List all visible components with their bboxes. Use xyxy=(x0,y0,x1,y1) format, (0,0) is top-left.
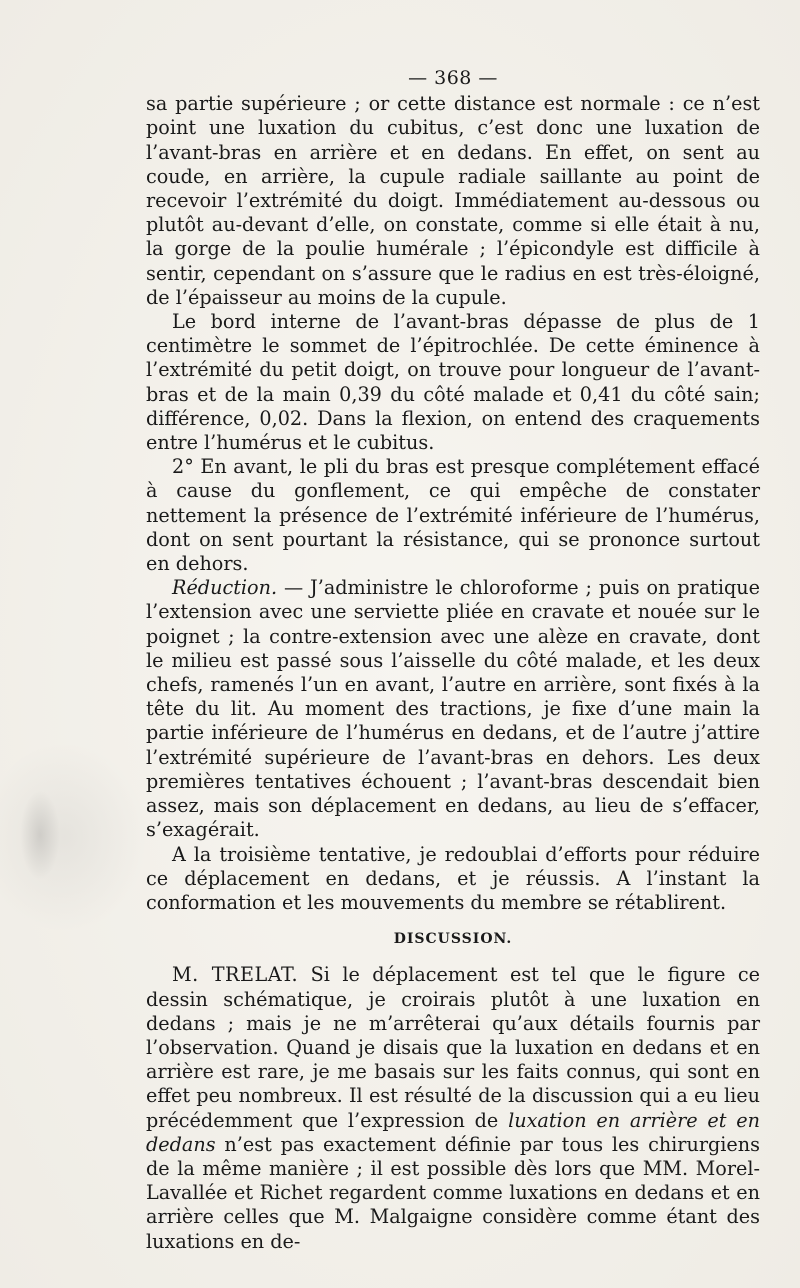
paragraph-3: 2° En avant, le pli du bras est presque complétement effacé à cause du gonflement, ce qui empêche de constater nettement la présence de l’extrémité inférieure de l’humérus, dont on sent pourtant la résistance, qui se prononce surtout en dehors. xyxy=(146,455,760,576)
speaker-name: M. TRELAT. xyxy=(172,963,299,987)
paragraph-1: sa partie supérieure ; or cette distance est normale : ce n’est point une luxation du cubitus, c’est donc une luxation de l’avant-bras en arrière et en dedans. En effet, on sent au coude, en arrière, la cupule radiale saillante au point de recevoir l’extrémité du doigt. Immédiatement au-dessous ou plutôt au-devant d’elle, on constate, comme si elle était à nu, la gorge de la poulie humérale ; l’épicondyle est difficile à sentir, cependant on s’assure que le radius en est très-éloigné, de l’épaisseur au moins de la cupule. xyxy=(146,92,760,309)
reduction-label: Réduction. xyxy=(172,576,278,600)
reduction-text: — J’administre le chloroforme ; puis on pratique l’extension avec une serviette pliée en cravate et nouée sur le poignet ; la contre-extension avec une alèze en cravate, dont le milieu est passé sous l’aisselle du côté malade, et les deux chefs, ramenés l’un en avant, l’autre en arrière, sont fixés à la tête du lit. Au moment des tractions, je fixe d’une main la partie inférieure de l’humérus en dedans, et de l’autre j’attire l’extrémité supérieure de l’avant-bras en dehors. Les deux premières tentatives échouent ; l’avant-bras descendait bien assez, mais son déplacement en dedans, au lieu de s’effacer, s’exagérait. xyxy=(146,576,760,842)
paragraph-reduction xyxy=(146,576,760,842)
page-body xyxy=(146,66,760,1254)
discussion-italic: luxation en arrière et en dedans xyxy=(146,1108,760,1156)
page-number: — 368 — xyxy=(408,67,498,89)
discussion-text-b: n’est pas exactement définie par tous les chirurgiens de la même manière ; il est possible dès lors que MM. Morel-Lavallée et Richet regardent comme luxations en dedans et en arrière celles que M. Malgaigne considère comme étant des luxations en de- xyxy=(146,1132,760,1253)
paragraph-discussion xyxy=(146,963,760,1253)
discussion-text-a: Si le déplacement est tel que le figure ce dessin schématique, je croirais plutôt à une luxation en dedans ; mais je ne m’arrêterai qu’aux détails fournis par l’observation. Quand je disais que la luxation en dedans et en arrière est rare, je me basais sur les faits connus, qui sont en effet peu nombreux. Il est résulté de la discussion qui a eu lieu précédemment que l’expression de xyxy=(146,963,760,1132)
section-heading: DISCUSSION. xyxy=(393,931,513,948)
paragraph-2: Le bord interne de l’avant-bras dépasse de plus de 1 centimètre le sommet de l’épitrochlée. De cette éminence à l’extrémité du petit doigt, on trouve pour longueur de l’avant-bras et de la main 0,39 du côté malade et 0,41 du côté sain; différence, 0,02. Dans la flexion, on entend des craquements entre l’humérus et le cubitus. xyxy=(146,310,760,455)
page-smudge xyxy=(20,790,60,880)
paragraph-5: A la troisième tentative, je redoublai d’efforts pour réduire ce déplacement en dedans, et je réussis. A l’instant la conformation et les mouvements du membre se rétablirent. xyxy=(146,842,760,914)
